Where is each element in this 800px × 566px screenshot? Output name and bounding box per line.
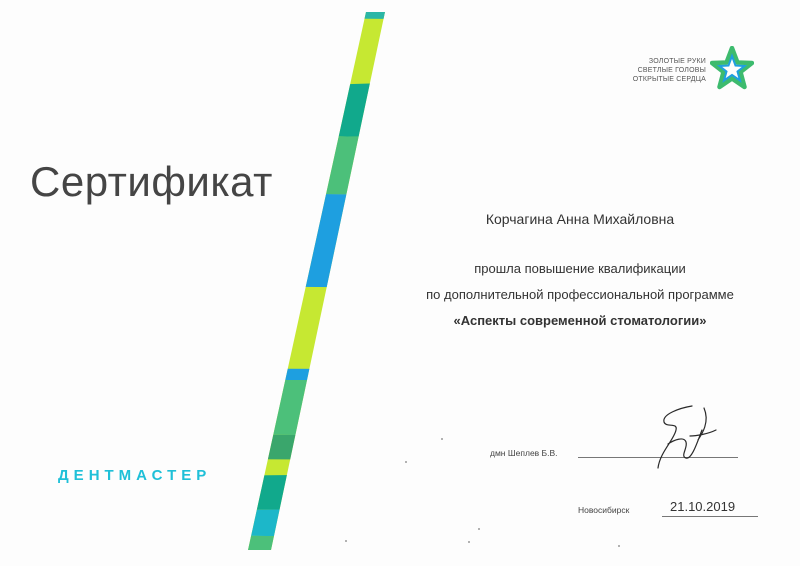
logo-line-3: ОТКРЫТЫЕ СЕРДЦА xyxy=(632,76,706,83)
scan-speck xyxy=(468,541,470,543)
program-name: «Аспекты современной стоматологии» xyxy=(453,313,707,328)
logo xyxy=(618,44,748,96)
brand-logo: ДЕНТМАСТЕР xyxy=(58,467,212,484)
date: 21.10.2019 xyxy=(670,499,736,514)
date-line xyxy=(662,516,758,517)
scan-speck xyxy=(478,528,480,530)
star-icon xyxy=(710,46,754,90)
scan-speck xyxy=(345,540,347,542)
program-intro-text: по дополнительной профессиональной программе xyxy=(426,287,734,302)
logo-line-2: СВЕТЛЫЕ ГОЛОВЫ xyxy=(637,67,706,74)
recipient-name: Корчагина Анна Михайловна xyxy=(485,211,675,227)
city: Новосибирск xyxy=(578,505,630,515)
qualification-text: прошла повышение квалификации xyxy=(474,261,686,276)
scan-speck xyxy=(441,438,443,440)
logo-line-1: ЗОЛОТЫЕ РУКИ xyxy=(648,58,706,65)
scan-speck xyxy=(405,461,407,463)
signer-name: дмн Шеплев Б.В. xyxy=(490,448,558,458)
certificate-title: Сертификат xyxy=(30,158,273,205)
logo-text xyxy=(618,57,706,84)
scan-speck xyxy=(618,545,620,547)
signature xyxy=(640,400,720,472)
